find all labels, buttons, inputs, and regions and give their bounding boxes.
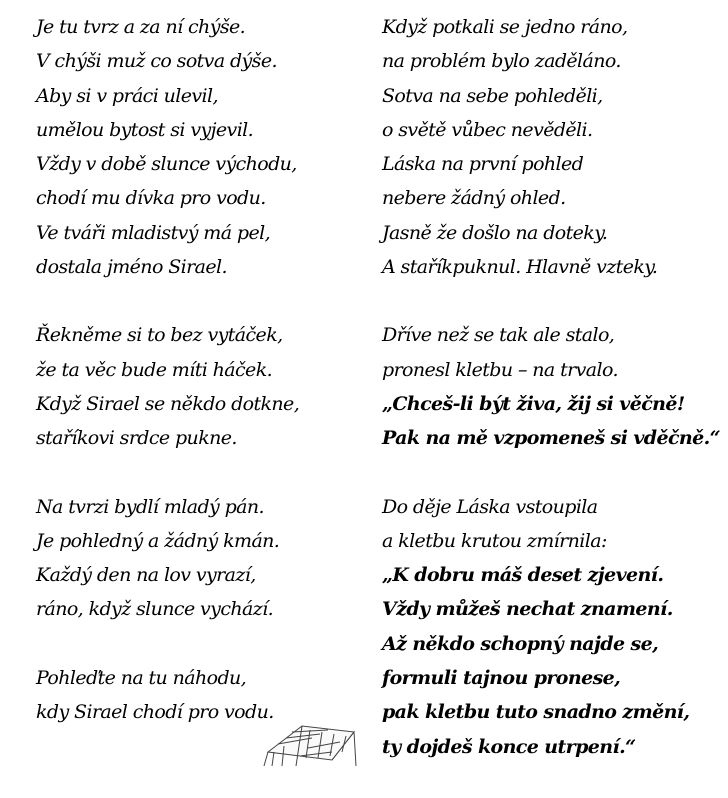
verse-line: Ve tváři mladistvý má pel, bbox=[36, 221, 271, 244]
verse-line: Láska na první pohled bbox=[382, 153, 584, 176]
verse-line: staříkovi srdce pukne. bbox=[36, 427, 237, 450]
spell-quote-line: ty dojdeš konce utrpení.“ bbox=[382, 735, 636, 758]
spell-quote-line: „K dobru máš deset zjevení. bbox=[382, 564, 664, 587]
curse-quote-line: Pak na mě vzpomeneš si vděčně.“ bbox=[382, 427, 720, 450]
verse-line: umělou bytost si vyjevil. bbox=[36, 118, 254, 141]
verse-line: Pohleďte na tu náhodu, bbox=[36, 666, 247, 689]
verse-line: že ta věc bude míti háček. bbox=[36, 358, 273, 381]
verse-line: o světě vůbec nevěděli. bbox=[382, 118, 593, 141]
curse-quote-line: „Chceš-li být živa, žij si věčně! bbox=[382, 392, 685, 415]
spell-quote-line: pak kletbu tuto snadno změní, bbox=[382, 701, 690, 724]
verse-line: A staříkpuknul. Hlavně vzteky. bbox=[382, 256, 658, 279]
verse-line: chodí mu dívka pro vodu. bbox=[36, 187, 266, 210]
spell-quote-line: Vždy můžeš nechat znamení. bbox=[382, 598, 673, 621]
right-column bbox=[382, 10, 722, 798]
verse-line: Dříve než se tak ale stalo, bbox=[382, 324, 615, 347]
stanza-1 bbox=[36, 10, 366, 284]
stanza-4 bbox=[36, 661, 366, 730]
verse-line: Jasně že došlo na doteky. bbox=[382, 221, 608, 244]
verse-line: Když potkali se jedno ráno, bbox=[382, 16, 628, 38]
stanza-3 bbox=[36, 490, 366, 627]
stanza-7 bbox=[382, 490, 722, 764]
stanza-6 bbox=[382, 318, 722, 455]
verse-line: kdy Sirael chodí pro vodu. bbox=[36, 701, 274, 724]
verse-line: Je tu tvrz a za ní chýše. bbox=[36, 16, 246, 38]
verse-line: Když Sirael se někdo dotkne, bbox=[36, 392, 300, 415]
verse-line: Je pohledný a žádný kmán. bbox=[36, 529, 280, 552]
stanza-2 bbox=[36, 318, 366, 455]
verse-line: ráno, když slunce vychází. bbox=[36, 598, 274, 621]
hut-drawing-icon bbox=[262, 722, 362, 766]
spell-quote-line: Až někdo schopný najde se, bbox=[382, 632, 659, 655]
verse-line: na problém bylo zaděláno. bbox=[382, 50, 621, 73]
verse-line: Aby si v práci ulevil, bbox=[36, 84, 218, 107]
left-column bbox=[36, 10, 366, 763]
verse-line: Každý den na lov vyrazí, bbox=[36, 564, 256, 587]
verse-line: pronesl kletbu – na trvalo. bbox=[382, 358, 618, 381]
verse-line: Do děje Láska vstoupila bbox=[382, 495, 598, 518]
verse-line: dostala jméno Sirael. bbox=[36, 256, 227, 279]
verse-line: a kletbu krutou zmírnila: bbox=[382, 529, 607, 552]
spell-quote-line: formuli tajnou pronese, bbox=[382, 667, 621, 690]
verse-line: V chýši muž co sotva dýše. bbox=[36, 50, 277, 73]
stanza-5 bbox=[382, 10, 722, 284]
verse-line: nebere žádný ohled. bbox=[382, 187, 566, 210]
verse-line: Řekněme si to bez vytáček, bbox=[36, 324, 283, 347]
verse-line: Sotva na sebe pohleděli, bbox=[382, 84, 603, 107]
verse-line: Na tvrzi bydlí mladý pán. bbox=[36, 495, 264, 518]
verse-line: Vždy v době slunce východu, bbox=[36, 153, 297, 176]
